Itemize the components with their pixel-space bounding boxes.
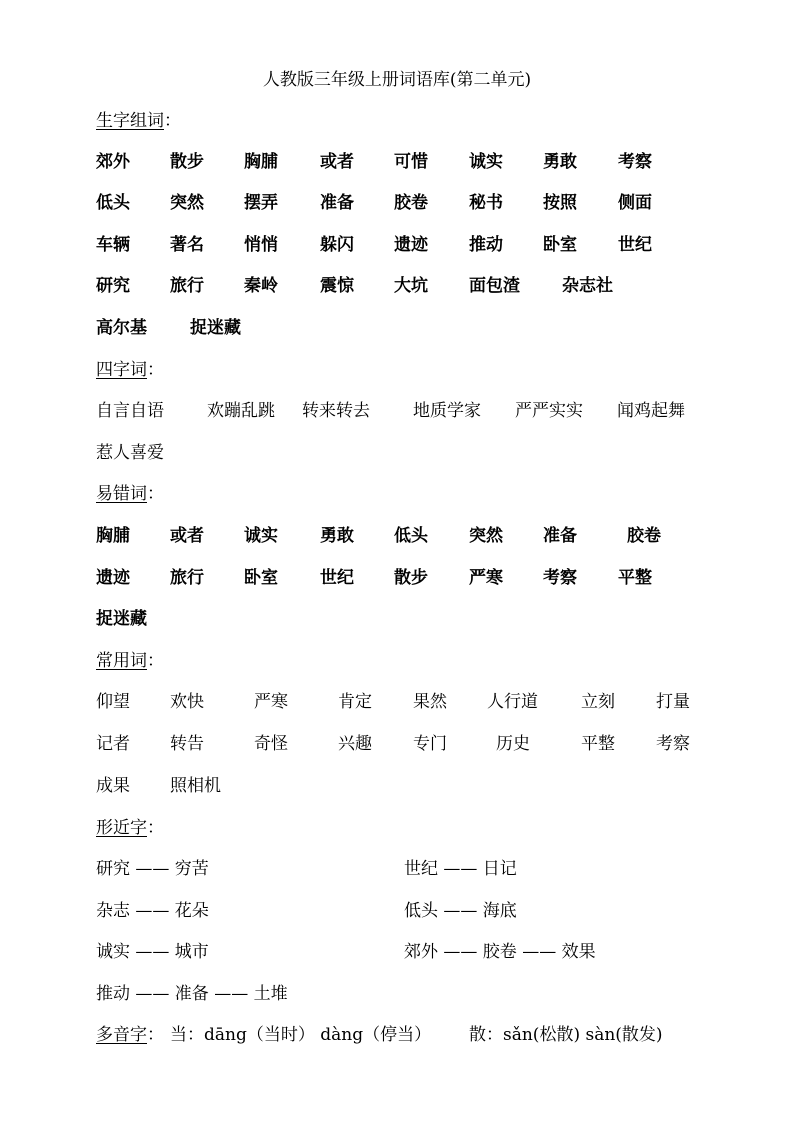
- section-heading-shengzi: 生字组词：: [96, 111, 181, 131]
- word: 胶卷: [627, 526, 661, 546]
- word: 平整: [581, 734, 615, 754]
- word: 研究: [96, 276, 130, 296]
- word: 勇敢: [320, 526, 354, 546]
- word: 仰望: [96, 692, 130, 712]
- word: 可惜: [394, 152, 428, 172]
- word: 记者: [96, 734, 130, 754]
- word: 面包渣: [469, 276, 520, 296]
- word-row: [96, 315, 756, 341]
- word-row: [96, 190, 756, 216]
- word: 立刻: [581, 692, 615, 712]
- word: 诚实: [469, 152, 503, 172]
- word-pair: 郊外 —— 胶卷 —— 效果: [404, 942, 596, 962]
- word: 考察: [618, 152, 652, 172]
- word: 按照: [543, 193, 577, 213]
- polyphone-san: 散：sǎn(松散) sàn(散发): [469, 1025, 663, 1045]
- word: 世纪: [320, 568, 354, 588]
- word: 自言自语: [96, 401, 164, 421]
- word: 果然: [413, 692, 447, 712]
- word: 准备: [543, 526, 577, 546]
- word-pair: 诚实 —— 城市: [96, 942, 209, 962]
- word: 旅行: [170, 276, 204, 296]
- word-row: [96, 232, 756, 258]
- word-row: [96, 149, 756, 175]
- word: 杂志社: [562, 276, 613, 296]
- word: 遗迹: [96, 568, 130, 588]
- word: 侧面: [618, 193, 652, 213]
- word: 车辆: [96, 235, 130, 255]
- word: 严严实实: [515, 401, 583, 421]
- word: 准备: [320, 193, 354, 213]
- word: 郊外: [96, 152, 130, 172]
- word-row: [96, 398, 756, 424]
- word-row: [96, 939, 756, 965]
- word-row: [96, 606, 756, 632]
- word: 转来转去: [302, 401, 370, 421]
- section-heading-yicuo: 易错词：: [96, 484, 164, 504]
- word: 卧室: [244, 568, 278, 588]
- word: 震惊: [320, 276, 354, 296]
- word: 大坑: [394, 276, 428, 296]
- word: 散步: [394, 568, 428, 588]
- word-row: [96, 898, 756, 924]
- duoyin-row: [96, 1022, 756, 1048]
- word: 打量: [656, 692, 690, 712]
- word: 卧室: [543, 235, 577, 255]
- word-pair: 低头 —— 海底: [404, 901, 517, 921]
- word: 胸脯: [244, 152, 278, 172]
- section-heading-changyong: 常用词：: [96, 651, 164, 671]
- word: 地质学家: [413, 401, 481, 421]
- section-heading-duoyin: 多音字：: [96, 1025, 164, 1045]
- word: 推动: [469, 235, 503, 255]
- word: 考察: [543, 568, 577, 588]
- word: 人行道: [487, 692, 538, 712]
- word: 或者: [170, 526, 204, 546]
- word-row: [96, 981, 756, 1007]
- section-heading-xingjin: 形近字：: [96, 818, 164, 838]
- word: 旅行: [170, 568, 204, 588]
- polyphone-dang: 当：dāng（当时） dàng（停当）: [170, 1025, 432, 1045]
- word: 成果: [96, 776, 130, 796]
- word: 严寒: [469, 568, 503, 588]
- word: 欢快: [170, 692, 204, 712]
- word: 遗迹: [394, 235, 428, 255]
- word: 诚实: [244, 526, 278, 546]
- word: 捉迷藏: [96, 609, 147, 629]
- word: 奇怪: [254, 734, 288, 754]
- word: 著名: [170, 235, 204, 255]
- word: 低头: [96, 193, 130, 213]
- word: 秦岭: [244, 276, 278, 296]
- word: 突然: [469, 526, 503, 546]
- word: 闻鸡起舞: [617, 401, 685, 421]
- word: 悄悄: [244, 235, 278, 255]
- word-row: [96, 773, 756, 799]
- word: 摆弄: [244, 193, 278, 213]
- word: 低头: [394, 526, 428, 546]
- word: 胶卷: [394, 193, 428, 213]
- word: 严寒: [254, 692, 288, 712]
- word: 肯定: [338, 692, 372, 712]
- word: 考察: [656, 734, 690, 754]
- word-pair: 推动 —— 准备 —— 土堆: [96, 984, 288, 1004]
- word: 历史: [496, 734, 530, 754]
- word-row: [96, 731, 756, 757]
- word: 突然: [170, 193, 204, 213]
- word-pair: 研究 —— 穷苦: [96, 859, 209, 879]
- word-row: [96, 565, 756, 591]
- word: 平整: [618, 568, 652, 588]
- word: 秘书: [469, 193, 503, 213]
- word: 或者: [320, 152, 354, 172]
- word: 胸脯: [96, 526, 130, 546]
- word: 散步: [170, 152, 204, 172]
- word: 躲闪: [320, 235, 354, 255]
- word: 惹人喜爱: [96, 443, 164, 463]
- word: 转告: [170, 734, 204, 754]
- word-row: [96, 856, 756, 882]
- word-pair: 杂志 —— 花朵: [96, 901, 209, 921]
- word-row: [96, 273, 756, 299]
- page-title: 人教版三年级上册词语库(第二单元): [262, 70, 532, 90]
- word: 欢蹦乱跳: [207, 401, 275, 421]
- word-row: [96, 523, 756, 549]
- word: 勇敢: [543, 152, 577, 172]
- section-heading-sizi: 四字词：: [96, 360, 164, 380]
- word: 高尔基: [96, 318, 147, 338]
- word-row: [96, 689, 756, 715]
- word-row: [96, 440, 756, 466]
- word: 世纪: [618, 235, 652, 255]
- word: 兴趣: [338, 734, 372, 754]
- word-pair: 世纪 —— 日记: [404, 859, 517, 879]
- word: 照相机: [170, 776, 221, 796]
- word: 捉迷藏: [190, 318, 241, 338]
- word: 专门: [413, 734, 447, 754]
